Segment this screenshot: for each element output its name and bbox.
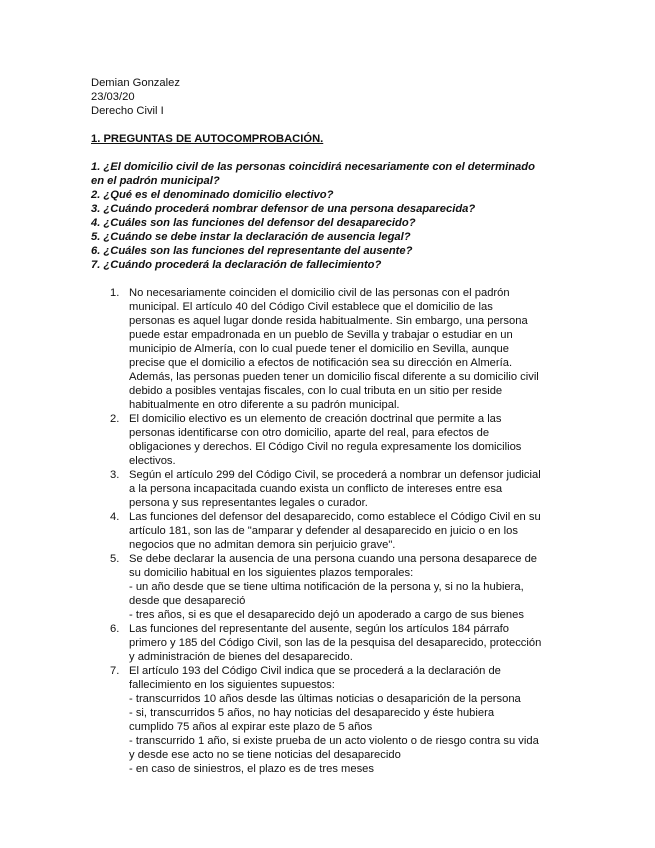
- answer-item: [91, 510, 571, 552]
- answer-number: 4.: [110, 511, 120, 523]
- answer-number: 3.: [110, 469, 120, 481]
- answer-line: Se debe declarar la ausencia de una persona cuando una persona desaparece de: [129, 553, 538, 565]
- answer-number: 2.: [110, 413, 120, 425]
- answer-line: - en caso de siniestros, el plazo es de tres meses: [129, 763, 374, 775]
- document-header: [91, 76, 571, 118]
- answer-line: - si, transcurridos 5 años, no hay noticias del desaparecido y éste hubiera: [129, 707, 495, 719]
- answer-item: [91, 622, 571, 664]
- answer-line: artículo 181, son las de "amparar y defender al desaparecido en juicio o en los: [129, 525, 518, 537]
- answer-line: electivos.: [129, 455, 176, 467]
- answer-line: No necesariamente coinciden el domicilio civil de las personas con el padrón: [129, 287, 510, 299]
- answer-line: municipio de Almería, con lo cual puede tener el domicilio en Sevilla, aunque: [129, 343, 509, 355]
- question-line: 1. ¿El domicilio civil de las personas coincidirá necesariamente con el determinado: [91, 161, 535, 173]
- answer-line: negocios que no admitan demora sin perjuicio grave".: [129, 539, 396, 551]
- answers-list: [91, 286, 571, 776]
- answer-item: [91, 664, 571, 776]
- answer-number: 6.: [110, 623, 120, 635]
- answer-line: personas es aquel lugar donde resida habitualmente. Sin embargo, una persona: [129, 315, 528, 327]
- questions-list: [91, 160, 571, 272]
- question-line: en el padrón municipal?: [91, 175, 220, 187]
- answer-line: cumplido 75 años al expirar este plazo de 5 años: [129, 721, 373, 733]
- answer-line: debido a posibles ventajas fiscales, con lo cual tributa en un sitio per reside: [129, 385, 503, 397]
- answer-line: Las funciones del defensor del desaparecido, como establece el Código Civil en su: [129, 511, 541, 523]
- answer-line: persona y sus representantes legales o curador.: [129, 497, 368, 509]
- answer-line: - transcurridos 10 años desde las últimas noticias o desaparición de la persona: [129, 693, 521, 705]
- answer-item: [91, 286, 571, 412]
- question-line: 7. ¿Cuándo procederá la declaración de fallecimiento?: [91, 259, 382, 271]
- answer-line: su domicilio habitual en los siguientes plazos temporales:: [129, 567, 414, 579]
- answer-line: - transcurrido 1 año, si existe prueba de un acto violento o de riesgo contra su vida: [129, 735, 539, 747]
- answer-line: desde que desapareció: [129, 595, 246, 607]
- answer-line: y desde ese acto no se tiene noticias del desaparecido: [129, 749, 401, 761]
- question-line: 3. ¿Cuándo procederá nombrar defensor de una persona desaparecida?: [91, 203, 476, 215]
- answer-line: El artículo 193 del Código Civil indica que se procederá a la declaración de: [129, 665, 501, 677]
- answer-line: municipal. El artículo 40 del Código Civil establece que el domicilio de las: [129, 301, 493, 313]
- answer-line: puede estar empadronada en un pueblo de Sevilla y trabajar o estudiar en un: [129, 329, 513, 341]
- question-line: 6. ¿Cuáles son las funciones del representante del ausente?: [91, 245, 413, 257]
- answer-line: primero y 185 del Código Civil, son las de la pesquisa del desaparecido, protección: [129, 637, 542, 649]
- answer-line: Las funciones del representante del ausente, según los artículos 184 párrafo: [129, 623, 510, 635]
- answer-line: fallecimiento en los siguientes supuestos:: [129, 679, 335, 691]
- course-name: Derecho Civil I: [91, 105, 164, 117]
- question-line: 2. ¿Qué es el denominado domicilio electivo?: [91, 189, 334, 201]
- answer-line: y administración de bienes del desaparecido.: [129, 651, 353, 663]
- author-name: Demian Gonzalez: [91, 77, 180, 89]
- section-title: 1. PREGUNTAS DE AUTOCOMPROBACIÓN.: [91, 133, 324, 145]
- question-line: 4. ¿Cuáles son las funciones del defensor del desaparecido?: [91, 217, 416, 229]
- answer-line: precise que el domicilio a efectos de notificación sea su dirección en Almería.: [129, 357, 513, 369]
- question-line: 5. ¿Cuándo se debe instar la declaración de ausencia legal?: [91, 231, 411, 243]
- answer-line: a la persona incapacitada cuando exista un conflicto de intereses entre esa: [129, 483, 503, 495]
- answer-line: - tres años, si es que el desaparecido dejó un apoderado a cargo de sus bienes: [129, 609, 524, 621]
- answer-number: 1.: [110, 287, 120, 299]
- answer-line: habitualmente en otro diferente a su padrón municipal.: [129, 399, 400, 411]
- answer-line: Según el artículo 299 del Código Civil, se procederá a nombrar un defensor judicial: [129, 469, 541, 481]
- document-date: 23/03/20: [91, 91, 135, 103]
- answer-line: personas identificarse con otro domicilio, aparte del real, para efectos de: [129, 427, 490, 439]
- document-page: [91, 76, 571, 776]
- answer-line: obligaciones y derechos. El Código Civil no regula expresamente los domicilios: [129, 441, 522, 453]
- answer-item: [91, 468, 571, 510]
- answer-item: [91, 412, 571, 468]
- answer-line: Además, las personas pueden tener un domicilio fiscal diferente a su domicilio civil: [129, 371, 539, 383]
- answer-item: [91, 552, 571, 622]
- answer-line: - un año desde que se tiene ultima notificación de la persona y, si no la hubiera,: [129, 581, 524, 593]
- answer-line: El domicilio electivo es un elemento de creación doctrinal que permite a las: [129, 413, 502, 425]
- answer-number: 7.: [110, 665, 120, 677]
- answer-number: 5.: [110, 553, 120, 565]
